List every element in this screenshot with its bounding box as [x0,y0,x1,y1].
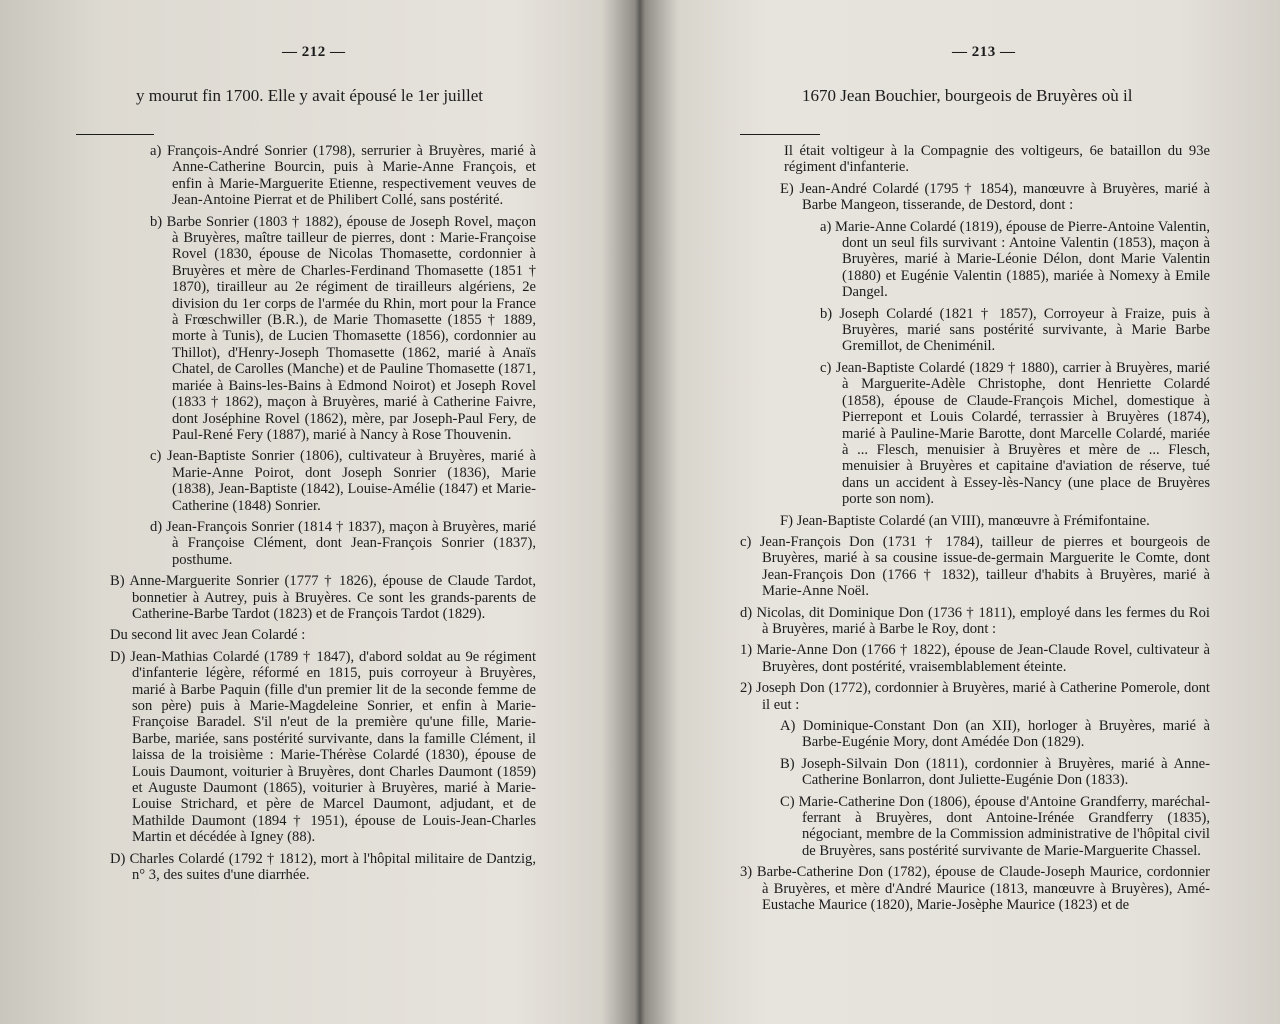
left-page [0,0,636,1024]
footnote-paragraph: a) François-André Sonrier (1798), serrurier à Bruyères, marié à Anne-Catherine Bourcin, puis à Marie-Anne François, et enfin à Marie-Marguerite Etienne, respectivement veuves de Jean-Antoine Pierrat et de Philibert Collé, sans postérité. [150,143,536,209]
footnote-paragraph: c) Jean-Baptiste Colardé (1829 † 1880), carrier à Bruyères, marié à Marguerite-Adèle Christophe, dont Henriette Colardé (1858), épouse de Claude-François Michel, domestique à Pierrepont et Louis Colardé, terrassier à Bruyères (1874), marié à Pauline-Marie Barotte, dont Marcelle Colardé, mariée à ... Flesch, menuisier à Bruyères et mère de ... Flesch, menuisier à Bruyères et capitaine d'aviation de réserve, tué dans un accident à Essey-lès-Nancy (une place de Bruyères porte son nom). [820,359,1210,508]
footnote-paragraph: b) Barbe Sonrier (1803 † 1882), épouse de Joseph Rovel, maçon à Bruyères, maître tailleur de pierres, dont : Marie-Françoise Rovel (1830, épouse de Nicolas Thomasette, cordonnier à Bruyères et mère de Charles-Ferdinand Thomasette (1851 † 1870), tirailleur au 2e régiment de tirailleurs algériens, 2e division du 1er corps de l'armée du Rhin, mort pour la France à Frœschwiller (B.R.), de Marie Thomasette (1855 † 1889, morte à Tunis), de Lucien Thomasette (1856), cordonnier au Thillot), d'Henry-Joseph Thomasette (1862, marié à Anaïs Chatel, de Carolles (Manche) et de Pauline Thomasette (1871, mariée à Bains-les-Bains à Edmond Noirot) et Joseph Rovel (1833 † 1862), maçon à Bruyères, marié à Catherine Faivre, dont Joséphine Rovel (1862), mère, par Joseph-Paul Fery, de Paul-René Fery (1887), marié à Nancy à Rose Thouvenin. [150,213,536,443]
footnote-paragraph: D) Charles Colardé (1792 † 1812), mort à l'hôpital militaire de Dantzig, n° 3, des suites d'une diarrhée. [110,850,536,884]
footnote-paragraph: 3) Barbe-Catherine Don (1782), épouse de Claude-Joseph Maurice, cordonnier à Bruyères, et mère d'André Maurice (1813, manœuvre à Bruyères), Amé-Eustache Maurice (1820), Marie-Josèphe Maurice (1823) et de [740,864,1210,914]
footnote-paragraph: c) Jean-François Don (1731 † 1784), tailleur de pierres et bourgeois de Bruyères, marié à sa cousine issue-de-germain Marguerite le Comte, dont Jean-François Don (1766 † 1832), tailleur d'habits à Bruyères, marié à Marie-Anne Noël. [740,533,1210,600]
footnote-rule-right [740,134,820,135]
footnote-paragraph: d) Jean-François Sonrier (1814 † 1837), maçon à Bruyères, marié à Françoise Clément, dont Jean-François Sonrier (1837), posthume. [150,518,536,568]
footnote-paragraph: A) Dominique-Constant Don (an XII), horloger à Bruyères, marié à Barbe-Eugénie Mory, dont Amédée Don (1829). [780,718,1210,751]
page-number-right: — 213 — [952,44,1016,60]
footnote-paragraph: 1) Marie-Anne Don (1766 † 1822), épouse de Jean-Claude Rovel, cultivateur à Bruyères, dont postérité, vraisemblablement éteinte. [740,642,1210,675]
footnote-paragraph: d) Nicolas, dit Dominique Don (1736 † 1811), employé dans les fermes du Roi à Bruyères, marié à Barbe le Roy, dont : [740,604,1210,637]
body-text-right: 1670 Jean Bouchier, bourgeois de Bruyères où il [802,86,1133,105]
footnote-paragraph: b) Joseph Colardé (1821 † 1857), Corroyeur à Fraize, puis à Bruyères, marié sans postérité survivante, à Marie Barbe Gremillot, de Cheniménil. [820,305,1210,355]
footnote-paragraph: c) Jean-Baptiste Sonrier (1806), cultivateur à Bruyères, marié à Marie-Anne Poirot, dont Joseph Sonrier (1836), Marie (1838), Jean-Baptiste (1842), Louise-Amélie (1847) et Marie-Catherine (1848) Sonrier. [150,448,536,514]
page-number-left: — 212 — [282,44,346,60]
footnote-paragraph: Du second lit avec Jean Colardé : [110,627,306,644]
footnote-paragraph: Il était voltigeur à la Compagnie des voltigeurs, 6e bataillon du 93e régiment d'infanterie. [784,143,1210,176]
footnote-paragraph: D) Jean-Mathias Colardé (1789 † 1847), d'abord soldat au 9e régiment d'infanterie légère, réformé en 1815, puis corroyeur à Bruyères, marié à Barbe Paquin (fille d'un premier lit de la seconde femme de son père) puis à Marie-Magdeleine Sonrier, et enfin à Marie-Françoise Baradel. S'il n'eut de la première qu'une fille, Marie-Barbe, mariée, sans postérité survivante, dans la famille Clément, il laissa de la troisième : Marie-Thérèse Colardé (1830), épouse de Louis Daumont, voiturier à Bruyères, dont Charles Daumont (1859) et Auguste Daumont (1865), voiturier à Bruyères, marié à Marie-Louise Strichard, et père de Marcel Daumont, adjudant, et de Mathilde Daumont (1894 † 1951), épouse de Louis-Jean-Charles Martin et décédée à Igney (88). [110,648,536,846]
footnote-rule-left [76,134,154,135]
body-text-left: y mourut fin 1700. Elle y avait épousé le 1er juillet [136,86,483,105]
right-page [644,0,1280,1024]
footnote-paragraph: F) Jean-Baptiste Colardé (an VIII), manœuvre à Frémifontaine. [780,512,1150,529]
footnote-paragraph: a) Marie-Anne Colardé (1819), épouse de Pierre-Antoine Valentin, dont un seul fils survivant : Antoine Valentin (1853), maçon à Bruyères, marié à Marie-Léonie Délon, dont Marie Valentin (1880) et Eugénie Valentin (1885), mariée à Nomexy à Emile Dangel. [820,218,1210,301]
footnote-paragraph: B) Joseph-Silvain Don (1811), cordonnier à Bruyères, marié à Anne-Catherine Bonlarron, dont Juliette-Eugénie Don (1833). [780,755,1210,789]
footnote-paragraph: 2) Joseph Don (1772), cordonnier à Bruyères, marié à Catherine Pomerole, dont il eut : [740,680,1210,713]
footnotes-left [110,143,536,888]
footnote-paragraph: B) Anne-Marguerite Sonrier (1777 † 1826), épouse de Claude Tardot, bonnetier à Autrey, puis à Bruyères. Ce sont les grands-parents de Catherine-Barbe Tardot (1823) et de François Tardot (1829). [110,573,536,622]
footnotes-right [740,143,1210,918]
footnote-paragraph: C) Marie-Catherine Don (1806), épouse d'Antoine Grandferry, maréchal-ferrant à Bruyères, dont Antoine-Irénée Grandferry (1835), négociant, membre de la Commission administrative de l'hôpital civil de Bruyères, sans postérité survivante de Marie-Marguerite Chassel. [780,793,1210,859]
footnote-paragraph: E) Jean-André Colardé (1795 † 1854), manœuvre à Bruyères, marié à Barbe Mangeon, tisserande, de Destord, dont : [780,180,1210,214]
